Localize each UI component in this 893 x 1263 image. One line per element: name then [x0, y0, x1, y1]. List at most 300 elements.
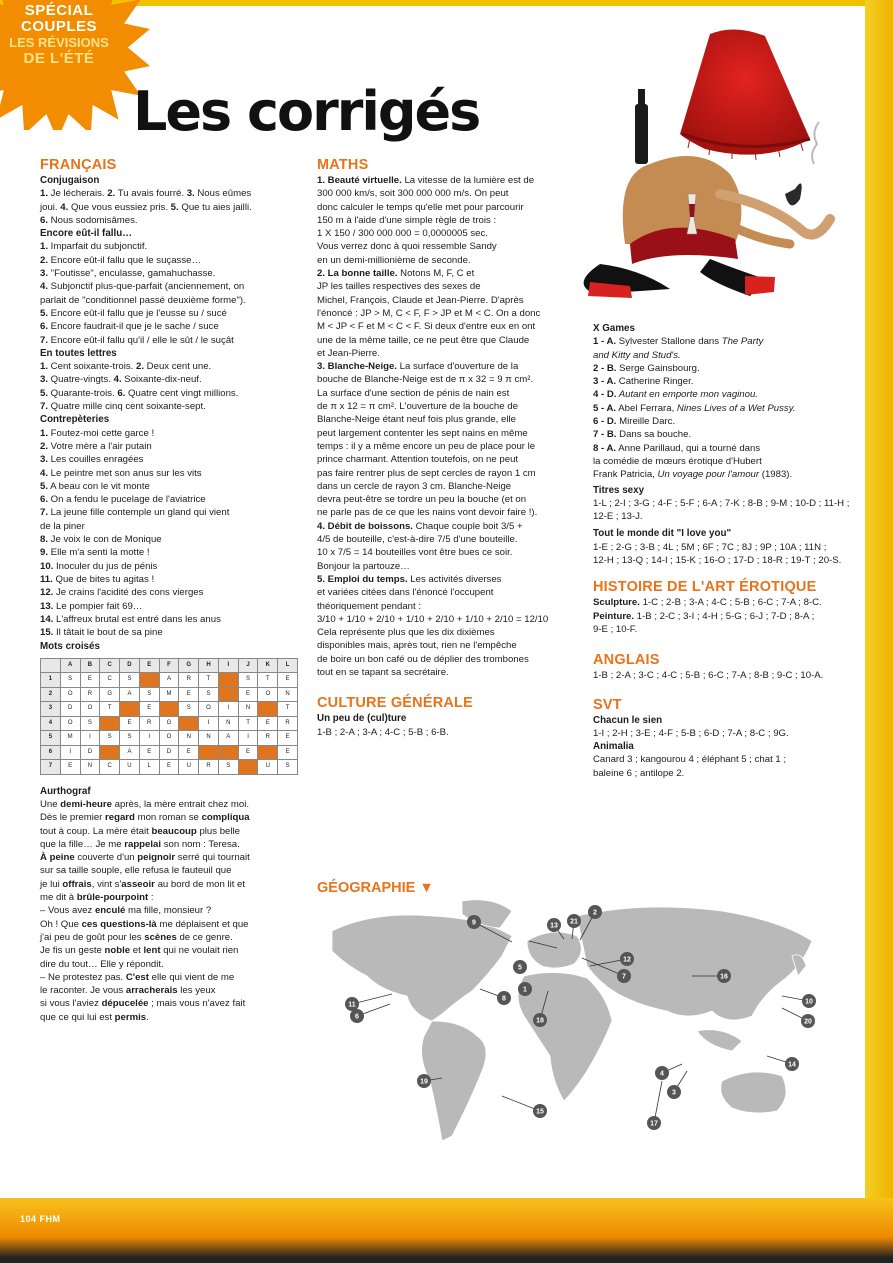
text-line: [40, 453, 298, 466]
grid-cell: I: [199, 716, 219, 731]
text-segment: Dans sa bouche.: [616, 429, 692, 441]
bold-text: 3.: [40, 454, 49, 466]
grid-column-header: B: [80, 658, 100, 673]
grid-cell: E: [258, 716, 278, 731]
grid-cell: E: [238, 745, 258, 760]
text-line: [317, 307, 579, 320]
text-line: [40, 891, 298, 904]
grid-column-header: J: [238, 658, 258, 673]
text-segment: Encore eût-il fallu que je l'eusse su / sucé: [48, 307, 227, 319]
grid-cell: N: [218, 716, 238, 731]
text-segment: théoriquement pendant :: [317, 600, 422, 612]
badge-text: [0, 3, 118, 67]
south-america-icon: [422, 1021, 486, 1141]
text-line: [317, 201, 579, 214]
grid-cell: I: [238, 731, 258, 746]
text-line: [40, 560, 298, 573]
loveyou-line: 1-E ; 2-G ; 3-B ; 4L ; 5M ; 6F ; 7C ; 8J ; 9P ; 10A ; 11N ;: [593, 541, 827, 553]
text-segment: Tu avais fourré.: [115, 188, 187, 200]
grid-cell: S: [238, 673, 258, 688]
grid-cell: C: [100, 760, 120, 775]
badge-line: DE L'ÉTÉ: [23, 50, 95, 67]
text-line: [593, 335, 858, 348]
grid-cell: R: [179, 673, 199, 688]
grid-cell: N: [199, 731, 219, 746]
text-line: [317, 467, 579, 480]
text-line: [40, 1011, 298, 1024]
text-segment: 4/5 de bouteille, c'est-à-dire 7/5 d'une bouteille.: [317, 534, 518, 546]
text-line: [40, 240, 298, 253]
text-line: [40, 958, 298, 971]
bold-text: 5.: [40, 480, 49, 492]
titres-line: 1-L ; 2-I ; 3-G ; 4-F ; 5-F ; 6-A ; 7-K ; 8-B ; 9-M ; 10-D ; 11-H ;: [593, 497, 850, 509]
text-segment: Il tâtait le bout de sa pine: [53, 627, 163, 639]
grid-cell: A: [120, 687, 140, 702]
text-segment: (1983).: [759, 469, 793, 481]
text-segment: ; mais vous n'avez fait: [148, 998, 246, 1010]
text-segment: de boire un bon café ou de déplier des trombones: [317, 653, 529, 665]
text-line: [317, 280, 579, 293]
text-segment: JP les tailles respectives des sexes de: [317, 281, 481, 293]
map-marker: 8: [502, 995, 506, 1003]
grid-cell: E: [179, 745, 199, 760]
text-segment: Bonjour la partouze…: [317, 560, 410, 572]
text-segment: Blanche-Neige étant neuf fois plus grande, elle: [317, 414, 516, 426]
grid-cell: A: [218, 731, 238, 746]
grid-black-cell: [120, 702, 140, 717]
text-line: [40, 533, 298, 546]
grid-cell: E: [139, 702, 159, 717]
text-line: [40, 254, 298, 267]
subsection-heading: Contrepèteries: [40, 414, 110, 426]
text-segment: Nous eûmes: [194, 188, 252, 200]
text-line: [40, 294, 298, 307]
text-segment: me dit à: [40, 892, 77, 904]
text-line: [40, 320, 298, 333]
grid-cell: M: [159, 687, 179, 702]
text-segment: peut largement contenter les sept nains en même: [317, 427, 528, 439]
grid-cell: S: [139, 687, 159, 702]
text-segment: de la piner: [40, 520, 85, 532]
bold-text: 14.: [40, 613, 54, 625]
text-segment: Michel, François, Claude et Jean-Pierre. D'après: [317, 294, 524, 306]
text-segment: Le pompier fait 69…: [53, 600, 143, 612]
smoke-icon: [812, 122, 819, 164]
text-line: [317, 214, 579, 227]
grid-cell: I: [218, 702, 238, 717]
grid-column-header: A: [60, 658, 80, 673]
grid-row-number: 4: [41, 716, 61, 731]
bold-text: brûle-pourpoint: [76, 892, 149, 904]
grid-cell: T: [278, 702, 298, 717]
text-segment: devra peut-être se tordre un peu la bouche (et on: [317, 494, 527, 506]
bold-text: 3. Blanche-Neige.: [317, 361, 397, 373]
bold-text: 7 - B.: [593, 429, 617, 441]
text-line: [593, 610, 858, 623]
grid-cell: E: [139, 745, 159, 760]
text-segment: Subjonctif plus-que-parfait (anciennement, on: [48, 281, 245, 293]
grid-column-header: L: [278, 658, 298, 673]
text-line: [593, 362, 858, 375]
map-marker: 2: [593, 909, 597, 917]
bold-text: 1. Beauté virtuelle.: [317, 175, 402, 186]
bold-text: 6.: [40, 494, 49, 506]
grid-column-header: [41, 658, 61, 673]
bold-text: 4.: [113, 374, 122, 386]
grid-cell: N: [179, 731, 199, 746]
subsection-heading: Animalia: [593, 741, 634, 753]
grid-cell: E: [238, 687, 258, 702]
text-line: [40, 387, 298, 400]
section-heading: FRANÇAIS: [40, 157, 117, 173]
text-segment: serré qui tournait: [175, 852, 250, 864]
maths-answers: [317, 174, 579, 679]
text-segment: les yeux: [177, 985, 216, 997]
anglais-answers: 1-B ; 2-A ; 3-C ; 4-C ; 5-B ; 6-C ; 7-A ; 8-B ; 9-C ; 10-A.: [593, 670, 824, 682]
text-line: [40, 971, 298, 984]
text-segment: Oh ! Que: [40, 918, 82, 930]
grid-column-header: H: [199, 658, 219, 673]
grid-black-cell: [100, 716, 120, 731]
text-segment: La surface d'une section de pénis de nain est: [317, 387, 510, 399]
section-heading: ANGLAIS: [593, 652, 660, 669]
bold-text: 4. Débit de boissons.: [317, 520, 413, 532]
bold-text: 8.: [40, 534, 49, 546]
text-segment: Quarante-trois.: [48, 387, 118, 399]
grid-cell: U: [179, 760, 199, 775]
text-line: [317, 267, 579, 280]
text-segment: une de la même taille, ce ne peut être que Claude: [317, 334, 530, 346]
text-line: [317, 480, 579, 493]
text-line: [40, 440, 298, 453]
text-segment: 10 x 7/5 = 14 bouteilles vont être bues ce soir.: [317, 547, 513, 559]
text-segment: ma fille, monsieur ?: [125, 905, 212, 917]
grid-cell: E: [120, 716, 140, 731]
grid-row-number: 2: [41, 687, 61, 702]
grid-column-header: G: [179, 658, 199, 673]
text-line: [40, 493, 298, 506]
grid-cell: D: [80, 745, 100, 760]
map-marker: 5: [518, 964, 522, 972]
bold-text: 3.: [40, 268, 49, 280]
text-segment: de π x 12 = π cm². L'ouverture de la bouche de: [317, 401, 518, 413]
bold-text: 1.: [40, 361, 49, 373]
text-segment: Je fis un geste: [40, 945, 105, 957]
text-segment: bouche de Blanche-Neige est de π x 32 = 9 π cm².: [317, 374, 534, 386]
text-segment: Catherine Ringer.: [616, 376, 694, 388]
grid-cell: S: [120, 731, 140, 746]
grid-cell: O: [159, 731, 179, 746]
map-marker: 18: [536, 1017, 544, 1025]
text-segment: et Jean-Pierre.: [317, 347, 380, 359]
text-segment: prince charmant. Attention toutefois, on ne peut: [317, 454, 519, 466]
subsection-heading: X Games: [593, 323, 635, 334]
loveyou-line: 12-H ; 13-Q ; 14-I ; 15-K ; 16-O ; 17-D ; 18-R ; 19-T ; 20-S.: [593, 555, 842, 567]
grid-cell: I: [60, 745, 80, 760]
text-line: [317, 387, 579, 400]
grid-cell: E: [60, 760, 80, 775]
bold-text: demi-heure: [60, 798, 112, 810]
text-line: [317, 347, 579, 360]
subsection-heading: Chacun le sien: [593, 714, 663, 726]
text-line: [317, 533, 579, 546]
map-marker: 7: [622, 973, 626, 981]
text-segment: Quatre cent vingt millions.: [125, 387, 239, 399]
bold-text: 1.: [40, 241, 49, 253]
map-marker: 3: [672, 1089, 676, 1097]
grid-cell: R: [139, 716, 159, 731]
text-line: [317, 254, 579, 267]
grid-cell: C: [100, 673, 120, 688]
text-segment: Notons M, F, C et: [397, 268, 475, 280]
text-segment: dans un cercle de rayon 3 cm. Blanche-Neige: [317, 480, 512, 492]
asia-icon: [577, 907, 812, 1020]
bold-text: 6.: [40, 321, 49, 333]
map-marker: 14: [788, 1061, 796, 1069]
badge-line: LES RÉVISIONS: [9, 35, 109, 50]
text-line: [40, 506, 298, 519]
map-marker: 10: [805, 998, 813, 1006]
text-segment: tout à coup. La mère était: [40, 825, 152, 837]
indonesia-icon: [697, 1030, 742, 1051]
grid-column-header: E: [139, 658, 159, 673]
bold-text: 6.: [40, 214, 49, 226]
text-segment: Je lécherais.: [48, 188, 108, 200]
text-line: [40, 864, 298, 877]
text-segment: si vous l'aviez: [40, 998, 102, 1010]
text-segment: que ce qui lui est: [40, 1011, 115, 1023]
bold-text: 4.: [40, 467, 49, 479]
text-line: [317, 227, 579, 240]
text-segment: Je crains l'acidité des cons vierges: [53, 587, 204, 599]
grid-black-cell: [258, 745, 278, 760]
text-line: [40, 520, 298, 533]
bold-text: 2.: [40, 440, 49, 452]
bold-text: asseoir: [121, 878, 155, 890]
text-segment: Encore faudrait-il que je le sache / suce: [48, 321, 219, 333]
bold-text: 6 - D.: [593, 416, 617, 428]
grid-cell: O: [258, 687, 278, 702]
bold-text: enculé: [94, 905, 126, 917]
bold-text: Sculpture.: [593, 597, 640, 609]
text-segment: tout en se tapant sa secrétaire.: [317, 666, 449, 678]
grid-cell: G: [159, 716, 179, 731]
histoire-answers: [593, 596, 858, 636]
text-segment: Inoculer du jus de pénis: [53, 560, 158, 572]
badge-line: COUPLES: [20, 18, 97, 35]
text-segment: qui ne voulait rien: [160, 945, 239, 957]
text-segment: Que vous eussiez pris.: [68, 201, 171, 213]
grid-cell: O: [199, 702, 219, 717]
text-segment: Deux cent une.: [144, 361, 212, 373]
text-line: [40, 984, 298, 997]
lamp-shade-icon: [680, 29, 810, 154]
text-line: [593, 415, 858, 428]
bold-text: 5. Emploi du temps.: [317, 573, 408, 585]
text-line: [40, 931, 298, 944]
text-line: [317, 240, 579, 253]
text-segment: Nous sodomisâmes.: [48, 214, 138, 226]
text-line: [40, 573, 298, 586]
text-segment: 300 000 km/s, soit 300 000 000 m/s. On peut: [317, 188, 509, 200]
map-marker: 4: [660, 1070, 664, 1078]
grid-cell: E: [80, 673, 100, 688]
text-segment: Abel Ferrara,: [616, 402, 677, 414]
bold-text: 13.: [40, 600, 54, 612]
text-segment: disponibles mais, après tout, rien ne l'empêche: [317, 640, 517, 652]
text-segment: joui.: [40, 201, 61, 213]
text-segment: pas faire rentrer plus de sept cercles de rayon 1 cm: [317, 467, 536, 479]
bold-text: arracherais: [125, 985, 178, 997]
text-line: [317, 520, 579, 533]
grid-cell: R: [80, 687, 100, 702]
bold-text: permis: [114, 1011, 147, 1023]
text-line: [40, 280, 298, 293]
bold-text: lent: [143, 945, 161, 957]
bold-text: À peine: [40, 852, 75, 864]
bold-text: scènes: [144, 931, 177, 943]
text-line: [40, 997, 298, 1010]
text-segment: plus belle: [196, 825, 240, 837]
text-line: [317, 666, 579, 679]
bold-text: 4 - D.: [593, 389, 617, 401]
grid-cell: S: [80, 716, 100, 731]
text-line: [40, 467, 298, 480]
grid-cell: S: [199, 687, 219, 702]
bold-text: C'est: [125, 971, 149, 983]
xgames-answers: [593, 335, 858, 481]
text-segment: 150 m à l'aide d'une simple règle de trois :: [317, 214, 497, 226]
special-badge: [0, 0, 150, 130]
text-line: [317, 427, 579, 440]
encore-answers: [40, 240, 298, 346]
text-segment: de ce genre.: [176, 931, 233, 943]
titres-line: 12-E ; 13-J.: [593, 511, 643, 523]
australia-icon: [721, 1072, 786, 1113]
grid-cell: I: [80, 731, 100, 746]
bold-text: dépucelée: [101, 998, 149, 1010]
text-segment: Autant en emporte mon vaginou.: [616, 389, 758, 401]
text-segment: couverte d'un: [74, 852, 138, 864]
text-segment: le raconter. Je vous: [40, 985, 126, 997]
text-line: [317, 187, 579, 200]
bold-text: 2 - B.: [593, 362, 617, 374]
grid-black-cell: [218, 673, 238, 688]
text-segment: Vous verrez donc à quoi ressemble Sandy: [317, 241, 497, 253]
grid-cell: O: [60, 716, 80, 731]
subsection-heading: Mots croisés: [40, 641, 100, 653]
text-line: [40, 373, 298, 386]
grid-cell: E: [159, 760, 179, 775]
text-line: [317, 560, 579, 573]
grid-cell: N: [278, 687, 298, 702]
map-marker: 1: [523, 986, 527, 994]
grid-cell: O: [80, 702, 100, 717]
woman-lamp-illustration: [560, 14, 860, 314]
text-segment: :: [148, 892, 154, 904]
text-segment: 3/10 + 1/10 + 2/10 + 1/10 + 2/10 + 1/10 + 2/10 = 12/10: [317, 613, 549, 625]
text-line: [593, 349, 858, 362]
bold-text: 7.: [40, 401, 49, 413]
bold-text: 10.: [40, 560, 54, 572]
text-segment: A beau con le vit monte: [48, 480, 150, 492]
text-line: [317, 440, 579, 453]
text-line: [317, 653, 579, 666]
grid-black-cell: [139, 673, 159, 688]
text-segment: Que de bites tu agitas !: [52, 573, 155, 585]
grid-cell: A: [120, 745, 140, 760]
subsection-heading: Conjugaison: [40, 175, 100, 186]
subsection-heading: Tout le monde dit "I love you": [593, 528, 732, 540]
crossword-grid: [40, 658, 298, 775]
text-segment: 9-E ; 10-F.: [593, 623, 638, 635]
text-segment: Encore eût-il fallu qu'il / elle le sût / le suçât: [48, 334, 234, 346]
map-marker: 20: [804, 1018, 812, 1026]
text-line: [40, 427, 298, 440]
text-line: [40, 838, 298, 851]
page-footer: 104 FHM: [20, 1214, 61, 1224]
text-line: [593, 428, 858, 441]
text-line: [40, 811, 298, 824]
text-segment: Votre mère a l'air putain: [48, 440, 152, 452]
text-segment: Mireille Darc.: [616, 416, 676, 428]
grid-column-header: I: [218, 658, 238, 673]
grid-black-cell: [199, 745, 219, 760]
text-segment: Serge Gainsbourg.: [616, 362, 700, 374]
grid-cell: O: [60, 687, 80, 702]
text-segment: 1-C ; 2-B ; 3-A ; 4-C ; 5-B ; 6-C ; 7-A ; 8-C.: [639, 597, 822, 609]
text-line: [40, 613, 298, 626]
map-marker: 17: [650, 1120, 658, 1128]
bold-text: 5.: [40, 307, 49, 319]
bold-text: noble: [104, 945, 131, 957]
bold-text: 2.: [107, 188, 116, 200]
map-marker: 11: [348, 1001, 356, 1009]
text-segment: l'énoncé : JP > M, C < F, F > JP et M < C. On a donc: [317, 307, 541, 319]
text-line: [593, 623, 858, 636]
text-segment: 1 X 150 / 300 000 000 = 0,0000005 sec.: [317, 228, 488, 240]
bold-text: 8 - A.: [593, 442, 617, 454]
bold-text: 2.: [136, 361, 145, 373]
world-map: [312, 896, 852, 1176]
bold-text: 2.: [40, 254, 49, 266]
text-line: [593, 388, 858, 401]
bold-text: 5 - A.: [593, 402, 617, 414]
text-segment: Le peintre met son anus sur les vits: [48, 467, 202, 479]
grid-cell: S: [120, 673, 140, 688]
grid-cell: T: [258, 673, 278, 688]
bold-text: rappelai: [124, 838, 162, 850]
text-line: [40, 214, 298, 227]
bold-text: 1.: [40, 427, 49, 439]
text-line: [40, 187, 298, 200]
bold-text: offrais: [62, 878, 92, 890]
section-heading: HISTOIRE DE L'ART ÉROTIQUE: [593, 579, 817, 596]
text-line: [40, 600, 298, 613]
grid-cell: T: [199, 673, 219, 688]
grid-black-cell: [179, 716, 199, 731]
text-line: [317, 400, 579, 413]
subsection-heading: Aurthograf: [40, 785, 91, 797]
animalia-line: baleine 6 ; antilope 2.: [593, 767, 685, 779]
text-segment: Foutez-moi cette garce !: [48, 427, 155, 439]
text-segment: donc calculer le temps qu'elle met pour parcourir: [317, 201, 524, 213]
text-line: [40, 918, 298, 931]
text-segment: Elle m'a senti la motte !: [48, 547, 150, 559]
section-heading: MATHS: [317, 157, 369, 173]
grid-cell: L: [139, 760, 159, 775]
text-segment: ne parle pas de ce que les nains vont devoir faire !).: [317, 507, 538, 519]
